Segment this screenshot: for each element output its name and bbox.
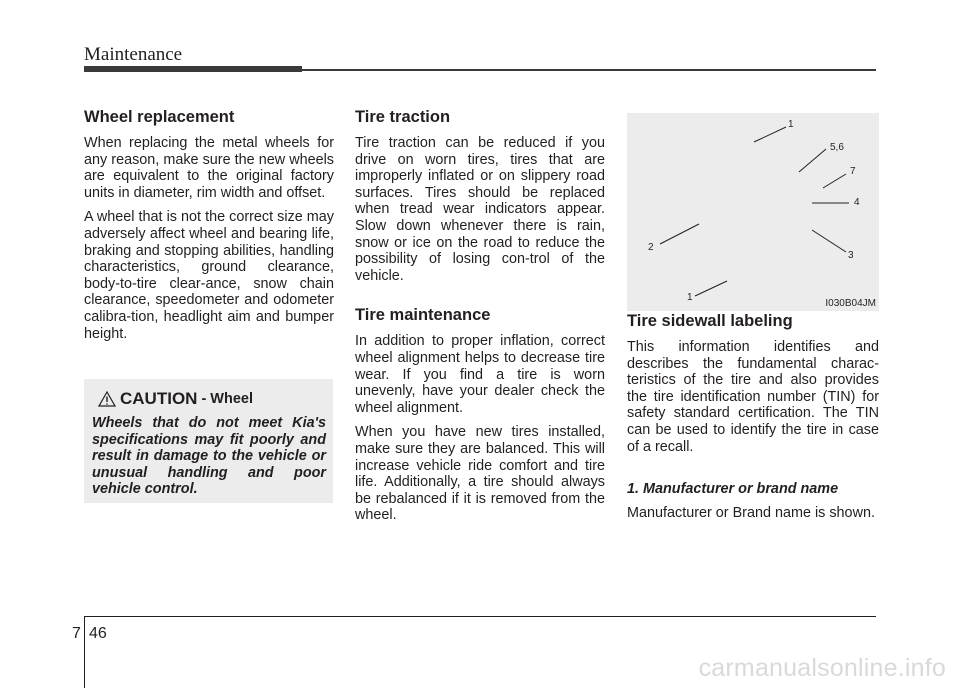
paragraph: A wheel that is not the correct size may adversely affect wheel and bearing life, braking and stopping abilities, handling characteristics, ground clearance, body-to-tire clear-ance, snow chain clearance, speedometer and odometer calibra-tion, headlight aim and bumper height. <box>84 209 334 342</box>
tire-sidewall-figure <box>627 113 879 311</box>
callout-line <box>823 174 846 188</box>
caution-suffix: - Wheel <box>201 391 254 407</box>
warning-triangle-icon <box>98 391 116 407</box>
page-header-title: Maintenance <box>84 44 183 65</box>
paragraph: When replacing the metal wheels for any reason, make sure the new wheels are equivalent to the original factory units in diameter, rim width and offset. <box>84 135 334 201</box>
column-wheel-replacement <box>84 108 334 350</box>
caution-title <box>98 389 253 409</box>
figure-code: I030B04JM <box>825 298 876 309</box>
caution-text: Wheels that do not meet Kia's specifications may fit poorly and result in damage to the vehicle or unusual handling and poor vehicle control. <box>92 415 326 498</box>
callout-label: 1 <box>788 119 794 130</box>
paragraph: Manufacturer or Brand name is shown. <box>627 505 875 522</box>
section-heading: Tire traction <box>355 108 451 126</box>
page-number: 46 <box>89 625 107 642</box>
callout-line <box>812 230 846 252</box>
footer-rule <box>84 616 876 617</box>
section-heading: Tire sidewall labeling <box>627 312 793 330</box>
callout-label: 3 <box>848 250 854 261</box>
watermark-text: carmanualsonline.info <box>698 654 946 682</box>
paragraph: When you have new tires installed, make sure they are balanced. This will increase vehicle ride comfort and tire life. Additionally, a tire should always be rebalanced if it is removed from the wheel. <box>355 424 605 524</box>
caution-box <box>84 379 333 503</box>
callout-line <box>754 127 786 142</box>
callout-label: 2 <box>648 242 654 253</box>
paragraph: In addition to proper inflation, correct wheel alignment helps to decrease tire wear. If you find a tire is worn unevenly, have your dealer check the wheel alignment. <box>355 333 605 416</box>
header-rule-thick <box>84 66 302 72</box>
callout-label: 7 <box>850 166 856 177</box>
footer-divider <box>84 616 85 688</box>
header-rule-thin <box>302 69 876 71</box>
paragraph: This information identifies and describes the fundamental charac-teristics of the tire and also provides the tire identification number (TIN) for safety standard certification. The TIN can be used to identify the tire in case of a recall. <box>627 339 879 455</box>
section-heading: Wheel replacement <box>84 108 235 126</box>
callout-label: 1 <box>687 292 693 303</box>
subheading: 1. Manufacturer or brand name <box>627 481 839 498</box>
paragraph: Tire traction can be reduced if you drive on worn tires, tires that are improperly inflated or on slippery road surfaces. Tires should be replaced when tread wear indicators appear. Slow down whenever there is rain, snow or ice on the road to reduce the possibility of losing con-trol of the vehicle. <box>355 135 605 284</box>
section-heading: Tire maintenance <box>355 306 491 325</box>
callout-line <box>799 149 826 172</box>
caution-label: CAUTION <box>120 389 198 408</box>
callout-line <box>695 281 727 296</box>
callout-line <box>660 224 699 244</box>
column-sidewall-labeling <box>627 312 879 530</box>
column-tire-care <box>355 108 605 532</box>
callout-label: 5,6 <box>830 142 844 153</box>
chapter-number: 7 <box>72 625 81 642</box>
callout-label: 4 <box>854 197 860 208</box>
